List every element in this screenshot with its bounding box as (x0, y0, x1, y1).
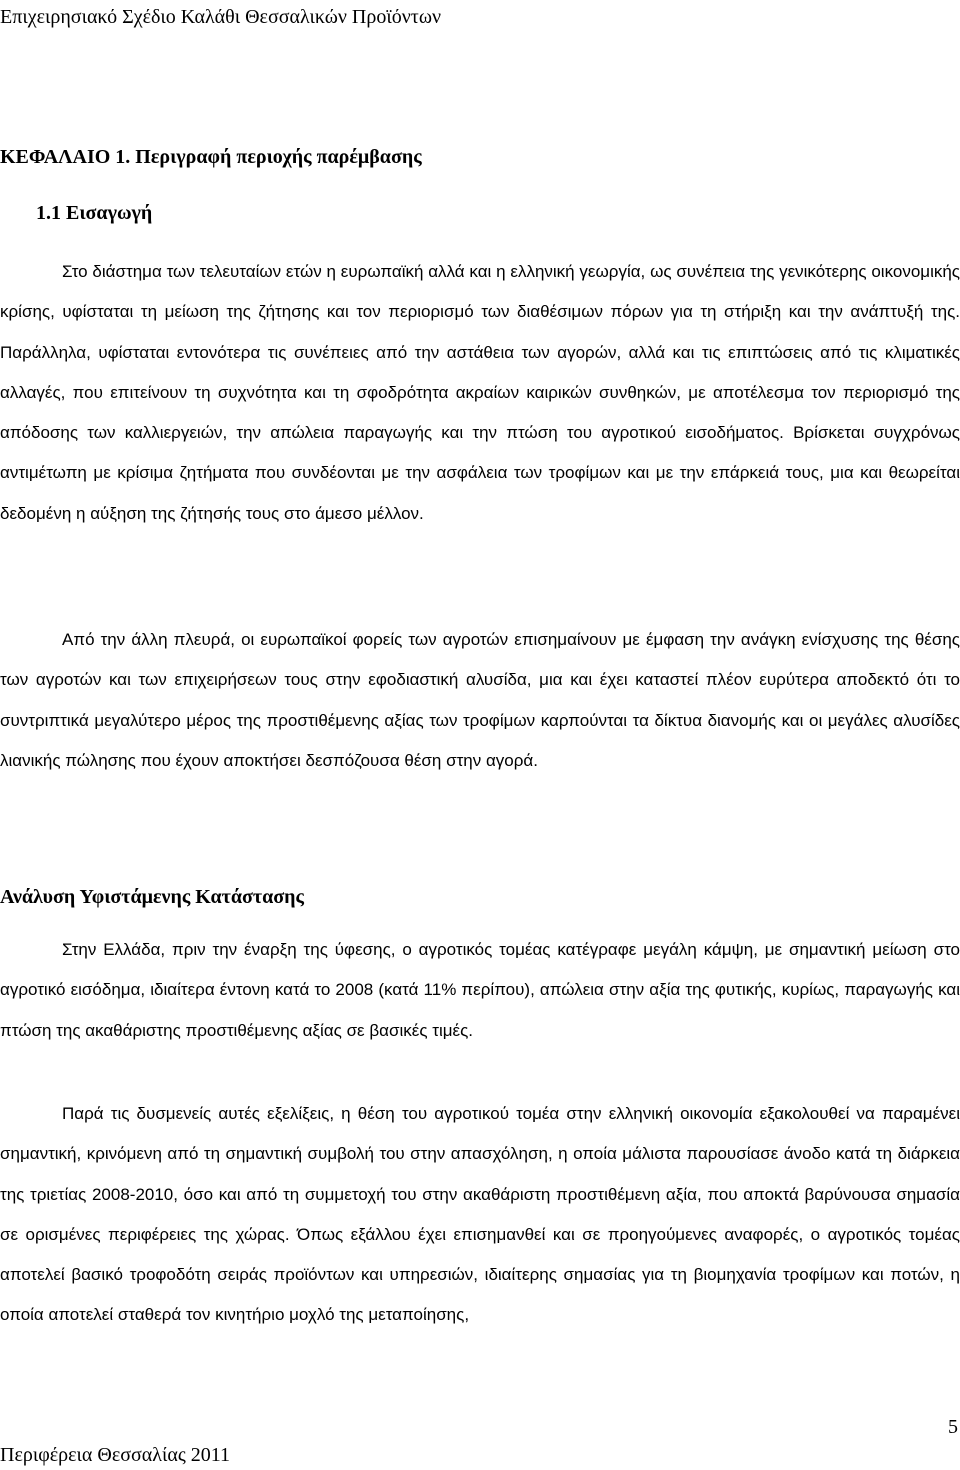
page-footer-organization: Περιφέρεια Θεσσαλίας 2011 (0, 1444, 230, 1466)
chapter-title: ΚΕΦΑΛΑΙΟ 1. Περιγραφή περιοχής παρέμβασης (0, 146, 422, 168)
intro-paragraph-1: Στο διάστημα των τελευταίων ετών η ευρωπαϊκή αλλά και η ελληνική γεωργία, ως συνέπεια της γενικότερης οικονομικής κρίσης, υφίσταται τη μείωση της ζήτησης και τον περιορισμό των διαθέσιμων πόρων για τη στήριξη και την ανάπτυξή της. Παράλληλα, υφίσταται εντονότερα τις συνέπειες από την αστάθεια των αγορών, αλλά και τις επιπτώσεις από τις κλιματικές αλλαγές, που επιτείνουν τη συχνότητα και τη σφοδρότητα ακραίων καιρικών συνθηκών, με αποτέλεσμα τον περιορισμό της απόδοσης των καλλιεργειών, την απώλεια παραγωγής και την πτώση του αγροτικού εισοδήματος. Βρίσκεται συγχρόνως αντιμέτωπη με κρίσιμα ζητήματα που συνδέονται με την ασφάλεια των τροφίμων και με την επάρκειά τους, μια και θεωρείται δεδομένη η αύξηση της ζήτησής τους στο άμεσο μέλλον. (0, 262, 960, 523)
analysis-paragraph-1: Στην Ελλάδα, πριν την έναρξη της ύφεσης, ο αγροτικός τομέας κατέγραφε μεγάλη κάμψη, με σημαντική μείωση στο αγροτικό εισόδημα, ιδιαίτερα έντονη κατά το 2008 (κατά 11% περίπου), απώλεια στην αξία της φυτικής, κυρίως, παραγωγής και πτώση της ακαθάριστης προστιθέμενης αξίας σε βασικές τιμές. (0, 940, 960, 1040)
analysis-subheading: Ανάλυση Υφιστάμενης Κατάστασης (0, 886, 304, 908)
intro-paragraph-2: Από την άλλη πλευρά, οι ευρωπαϊκοί φορείς των αγροτών επισημαίνουν με έμφαση την ανάγκη ενίσχυσης της θέσης των αγροτών και των επιχειρήσεων τους στην εφοδιαστική αλυσίδα, μια και έχει καταστεί πλέον ευρύτερα αποδεκτό ότι το συντριπτικά μεγαλύτερο μέρος της προστιθέμενης αξίας των τροφίμων καρπούνται τα δίκτυα διανομής και οι μεγάλες αλυσίδες λιανικής πώλησης που έχουν αποκτήσει δεσπόζουσα θέση στην αγορά. (0, 630, 960, 770)
page-number: 5 (948, 1416, 958, 1438)
analysis-paragraph-2: Παρά τις δυσμενείς αυτές εξελίξεις, η θέση του αγροτικού τομέα στην ελληνική οικονομία εξακολουθεί να παραμένει σημαντική, κρινόμενη από τη σημαντική συμβολή του στην απασχόληση, η οποία μάλιστα παρουσίασε άνοδο κατά τη διάρκεια της τριετίας 2008-2010, όσο και από τη συμμετοχή του στην ακαθάριστη προστιθέμενη αξία, που αποκτά βαρύνουσα σημασία σε ορισμένες περιφέρειες της χώρας. Όπως εξάλλου έχει επισημανθεί και σε προηγούμενες αναφορές, ο αγροτικός τομέας αποτελεί βασικό τροφοδότη σειράς προϊόντων και υπηρεσιών, ιδιαίτερης σημασίας για τη βιομηχανία τροφίμων και ποτών, η οποία αποτελεί σταθερά τον κινητήριο μοχλό της μεταποίησης, (0, 1104, 960, 1325)
page-header-title: Επιχειρησιακό Σχέδιο Καλάθι Θεσσαλικών Προϊόντων (0, 6, 442, 28)
section-title: 1.1 Εισαγωγή (36, 202, 153, 224)
